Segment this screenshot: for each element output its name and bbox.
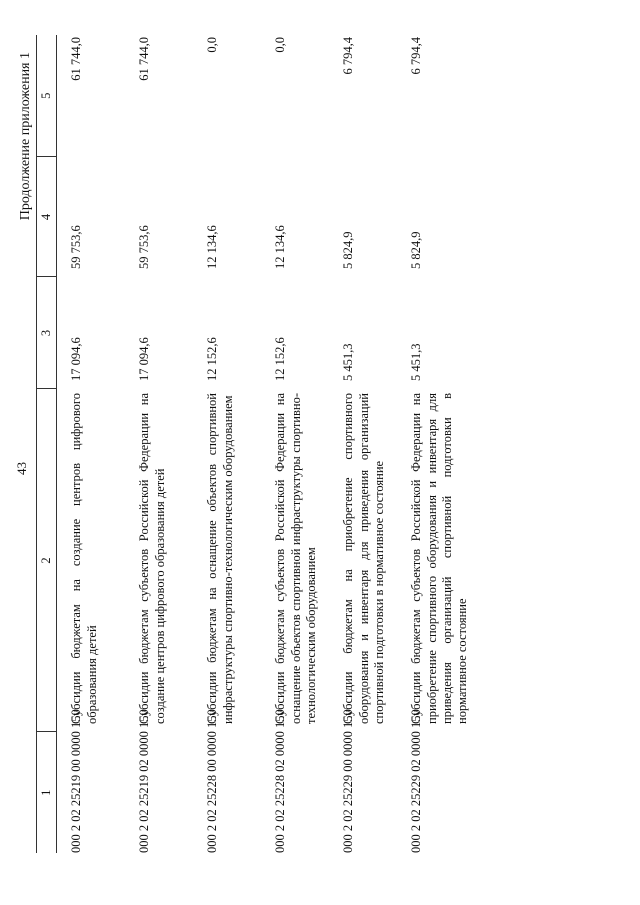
table-row: [267, 35, 335, 853]
table-row: [131, 35, 199, 853]
value-col5-cell: 61 744,0: [69, 37, 84, 81]
table-row: [403, 35, 471, 853]
table-row: [199, 35, 267, 853]
column-header: 3: [37, 277, 57, 389]
page-number: 43: [14, 462, 29, 475]
revenue-name-cell: Субсидии бюджетам на создание центров цифрового образования детей: [69, 393, 99, 724]
budget-code-cell: 000 2 02 25229 02 0000 150: [409, 709, 424, 853]
budget-code-cell: 000 2 02 25228 00 0000 150: [205, 709, 220, 853]
budget-code-cell: 000 2 02 25229 00 0000 150: [341, 709, 356, 853]
column-header: 2: [37, 389, 57, 732]
table-header-row: [37, 35, 57, 853]
value-col3-cell: 5 451,3: [409, 343, 424, 381]
value-col3-cell: 12 152,6: [205, 337, 220, 381]
value-col4-cell: 5 824,9: [341, 231, 356, 269]
revenue-name-cell: Субсидии бюджетам субъектов Российской Федерации на создание центров цифрового образования детей: [137, 393, 167, 724]
value-col4-cell: 12 134,6: [205, 225, 220, 269]
value-col4-cell: 59 753,6: [137, 225, 152, 269]
column-header: 4: [37, 157, 57, 277]
revenue-name-cell: Субсидии бюджетам субъектов Российской Федерации на приобретение спортивного оборудования и инвентаря для приведения организаций спортивной подготовки в нормативное состояние: [409, 393, 469, 724]
value-col3-cell: 17 094,6: [69, 337, 84, 381]
revenue-name-cell: Субсидии бюджетам субъектов Российской Федерации на оснащение объектов спортивной инфраструктуры спортивно-технологическим оборудованием: [273, 393, 318, 724]
value-col5-cell: 0,0: [273, 37, 288, 53]
budget-code-cell: 000 2 02 25219 02 0000 150: [137, 709, 152, 853]
value-col4-cell: 5 824,9: [409, 231, 424, 269]
value-col5-cell: 61 744,0: [137, 37, 152, 81]
value-col5-cell: 0,0: [205, 37, 220, 53]
value-col3-cell: 17 094,6: [137, 337, 152, 381]
budget-code-cell: 000 2 02 25228 02 0000 150: [273, 709, 288, 853]
value-col4-cell: 12 134,6: [273, 225, 288, 269]
budget-code-cell: 000 2 02 25219 00 0000 150: [69, 709, 84, 853]
table-row: [335, 35, 403, 853]
value-col4-cell: 59 753,6: [69, 225, 84, 269]
table-row: [57, 35, 132, 853]
revenue-name-cell: Субсидии бюджетам на оснащение объектов спортивной инфраструктуры спортивно-технологическим оборудованием: [205, 393, 235, 724]
continuation-label: Продолжение приложения 1: [18, 52, 33, 221]
revenue-table: [36, 35, 471, 853]
value-col3-cell: 5 451,3: [341, 343, 356, 381]
column-header: 5: [37, 35, 57, 157]
value-col5-cell: 6 794,4: [409, 37, 424, 75]
value-col3-cell: 12 152,6: [273, 337, 288, 381]
revenue-name-cell: Субсидии бюджетам на приобретение спортивного оборудования и инвентаря для приведения организаций спортивной подготовки в нормативное состояние: [341, 393, 386, 724]
value-col5-cell: 6 794,4: [341, 37, 356, 75]
column-header: 1: [37, 732, 57, 853]
